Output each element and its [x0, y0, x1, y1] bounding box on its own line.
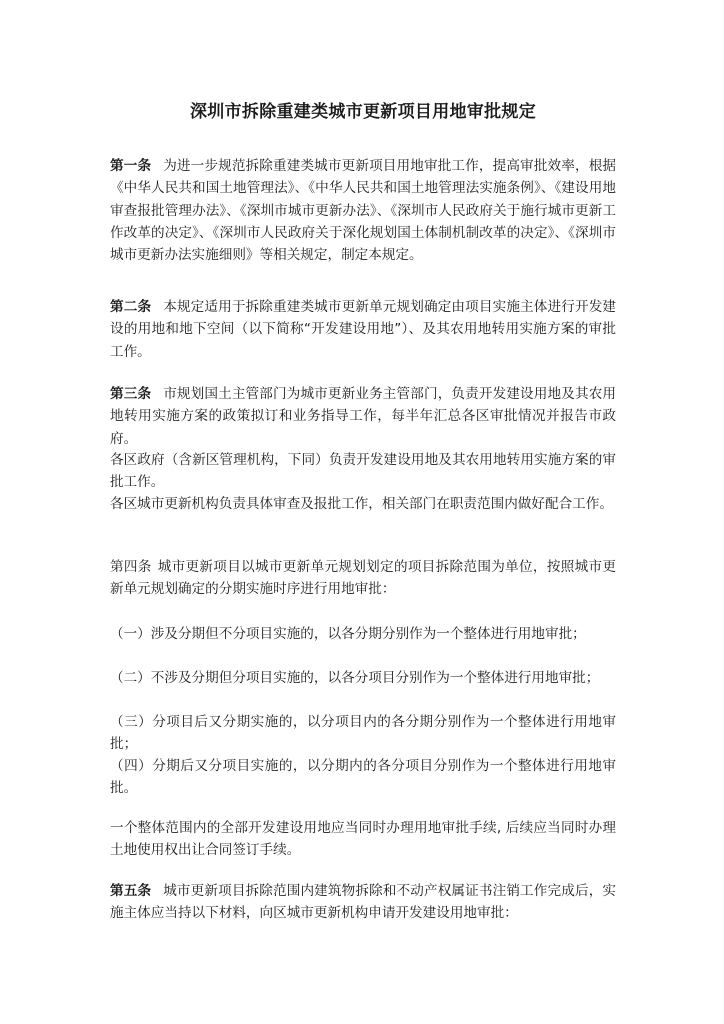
document-title: 深圳市拆除重建类城市更新项目用地审批规定 [190, 102, 536, 122]
article-2 [110, 296, 616, 363]
article-4-item-3: （三）分项目后又分期实施的，以分项目内的各分期分别作为一个整体进行用地审批； [110, 714, 616, 753]
article-4-item-1: （一）涉及分期但不分项目实施的，以各分期分别作为一个整体进行用地审批； [110, 626, 586, 642]
article-1-text: 为进一步规范拆除重建类城市更新项目用地审批工作，提高审批效率，根据《中华人民共和国土地管理法》、《中华人民共和国土地管理法实施条例》、《建设用地审查报批管理办法》、《深圳市城市更新办法》、《深圳市人民政府关于施行城市更新工作改革的决定》、《深圳市人民政府关于深化规划国土体制机制改革的决定》、《深圳市城市更新办法实施细则》等相关规定，制定本规定。 [110, 158, 617, 264]
article-3 [110, 383, 616, 450]
article-3-paragraph-3: 各区城市更新机构负责具体审查及报批工作，相关部门在职责范围内做好配合工作。 [110, 496, 613, 512]
article-3-paragraph-2: 各区政府（含新区管理机构，下同）负责开发建设用地及其农用地转用实施方案的审批工作。 [110, 452, 616, 491]
article-1-heading: 第一条 [110, 158, 152, 174]
article-1 [110, 155, 616, 266]
article-2-text: 本规定适用于拆除重建类城市更新单元规划确定由项目实施主体进行开发建设的用地和地下空间（以下简称“开发建设用地”）、及其农用地转用实施方案的审批工作。 [110, 299, 617, 360]
article-4 [110, 556, 616, 601]
article-4-text: 城市更新项目以城市更新单元规划划定的项目拆除范围为单位，按照城市更新单元规划确定的分期实施时序进行用地审批： [110, 559, 617, 598]
article-3-heading: 第三条 [110, 386, 152, 402]
article-2-heading: 第二条 [110, 299, 152, 315]
article-5 [110, 880, 616, 925]
article-4-heading: 第四条 [110, 559, 152, 575]
article-3-text: 市规划国土主管部门为城市更新业务主管部门，负责开发建设用地及其农用地转用实施方案的政策拟订和业务指导工作，每半年汇总各区审批情况并报告市政府。 [110, 386, 617, 447]
article-5-text: 城市更新项目拆除范围内建筑物拆除和不动产权属证书注销工作完成后，实施主体应当持以下材料，向区城市更新机构申请开发建设用地审批： [110, 883, 617, 922]
article-5-heading: 第五条 [110, 883, 152, 899]
article-4-closing: 一个整体范围内的全部开发建设用地应当同时办理用地审批手续, 后续应当同时办理土地使用权出让合同签订手续。 [110, 820, 616, 859]
article-4-item-4: （四）分期后又分项目实施的，以分期内的各分项目分别作为一个整体进行用地审批。 [110, 758, 616, 797]
article-4-item-2: （二）不涉及分期但分项目实施的，以各分项目分别作为一个整体进行用地审批； [110, 670, 600, 686]
